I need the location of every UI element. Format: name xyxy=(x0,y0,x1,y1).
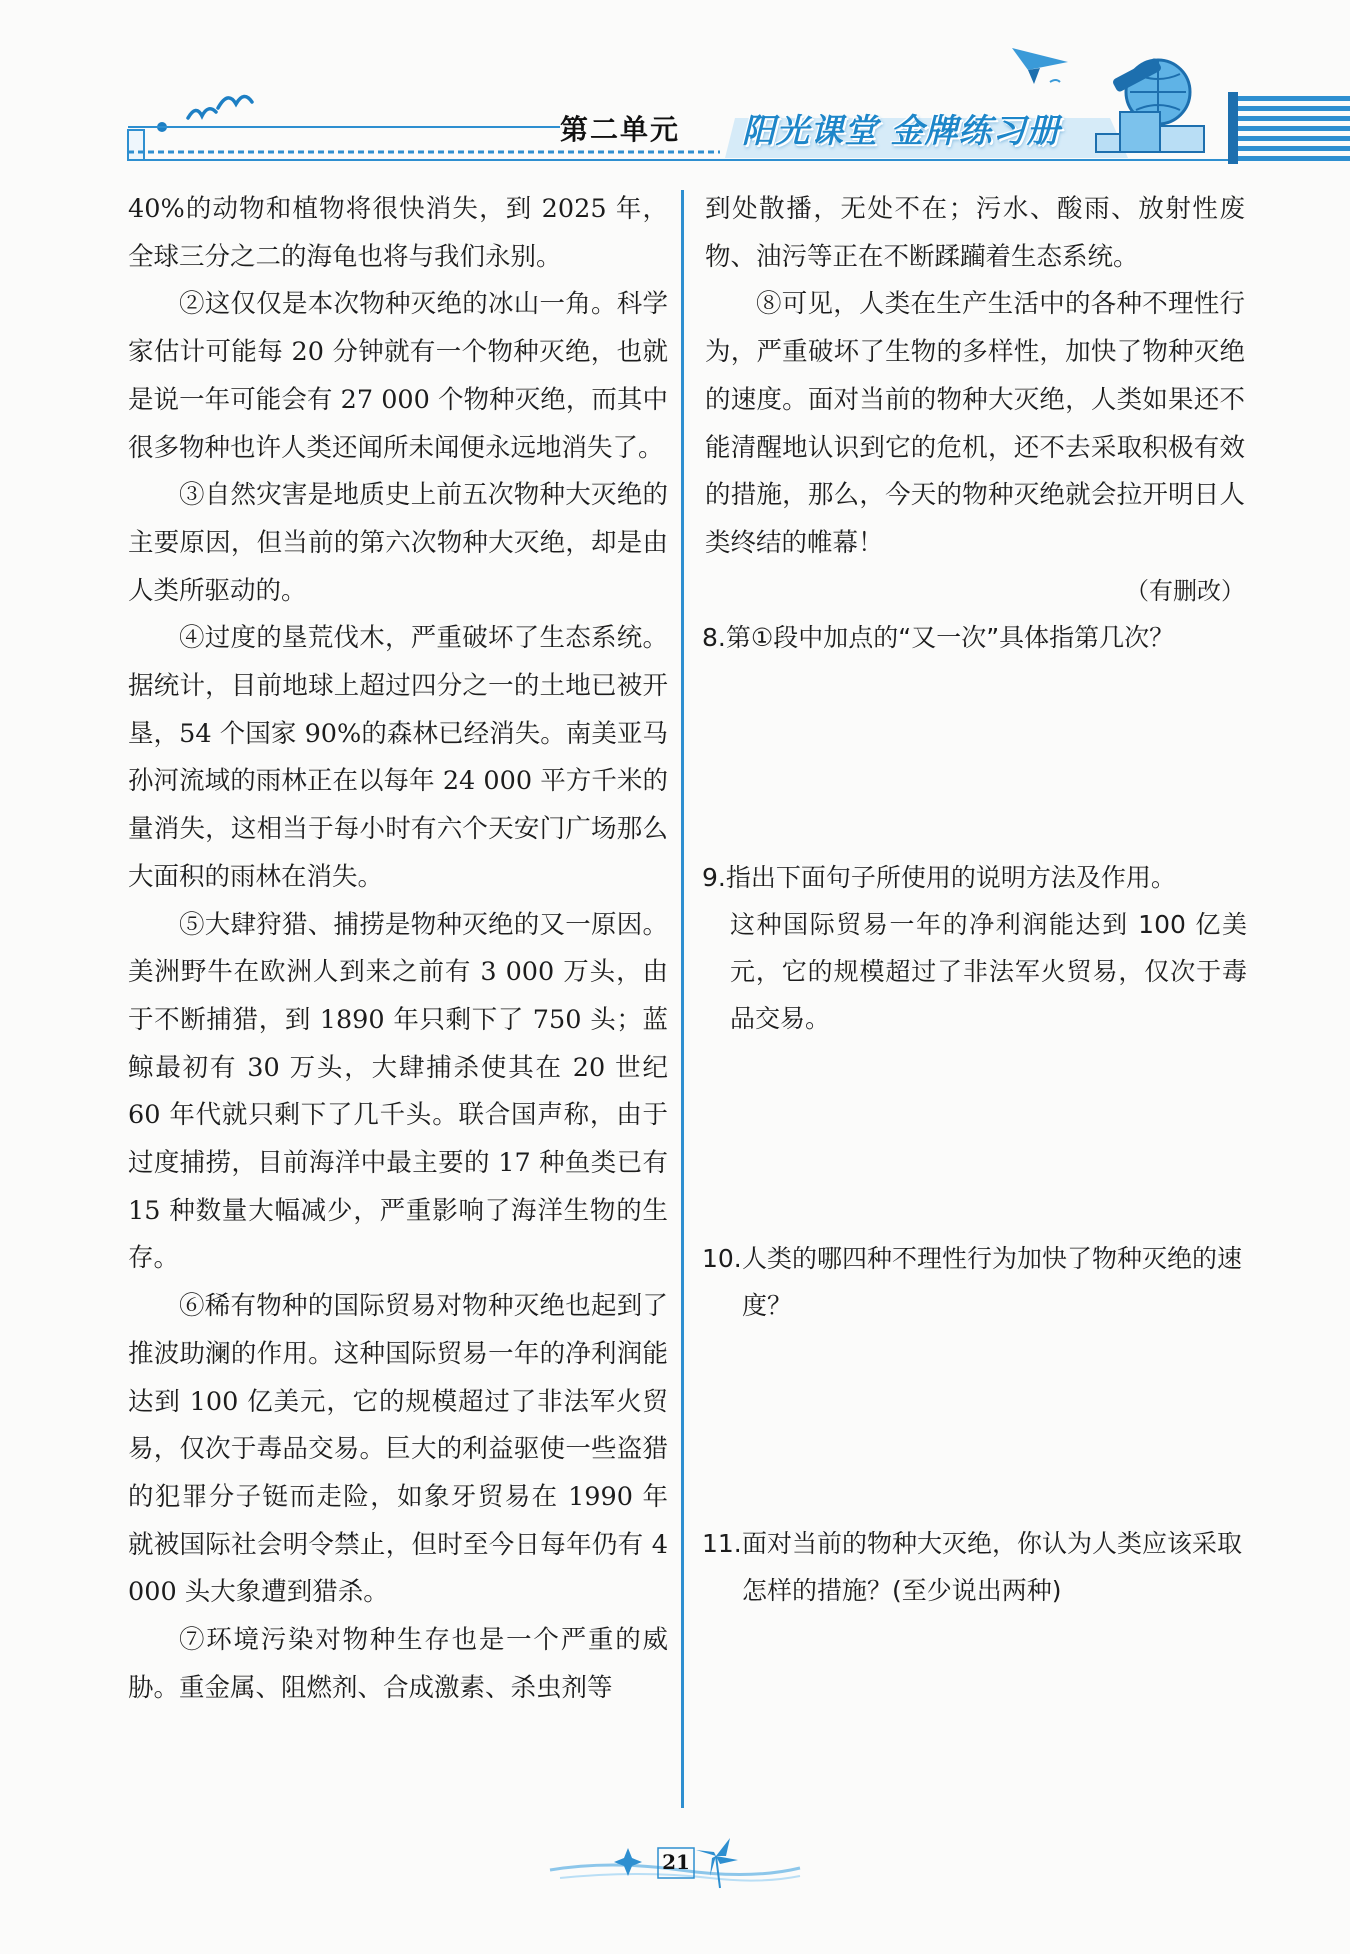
page-header xyxy=(0,0,1350,175)
paragraph-4: ④过度的垦荒伐木，严重破坏了生态系统。据统计，目前地球上超过四分之一的土地已被开垦，54 个国家 90%的森林已经消失。南美亚马孙河流域的雨林正在以每年 24 000 平方千米的量消失，这相当于每小时有六个天安门广场那么大面积的雨林在消失。 xyxy=(128,623,668,892)
paper-plane-icon xyxy=(1012,48,1068,84)
question-9 xyxy=(702,854,1247,1042)
question-text: 面对当前的物种大灭绝，你认为人类应该采取怎样的措施？(至少说出两种) xyxy=(742,1529,1243,1605)
sparkle-icon xyxy=(614,1848,642,1876)
source-note: （有删改） xyxy=(1125,576,1245,605)
paragraph-7-end: 到处散播，无处不在；污水、酸雨、放射性废物、油污等正在不断蹂躏着生态系统。 xyxy=(705,194,1245,272)
seagull-icon xyxy=(188,96,252,118)
left-column xyxy=(128,186,668,1713)
question-number: 9. xyxy=(702,863,726,892)
header-decoration xyxy=(0,0,1350,175)
brand-title: 阳光课堂 金牌练习册 xyxy=(742,111,1061,150)
question-text: 人类的哪四种不理性行为加快了物种灭绝的速度？ xyxy=(742,1244,1243,1320)
question-text: 指出下面句子所使用的说明方法及作用。 xyxy=(725,863,1176,892)
column-divider xyxy=(681,190,684,1808)
paragraph-8: ⑧可见，人类在生产生活中的各种不理性行为，严重破坏了生物的多样性，加快了物种灭绝的速度。面对当前的物种大灭绝，人类如果还不能清醒地认识到它的危机，还不去采取积极有效的措施，那么，今天的物种灭绝就会拉开明日人类终结的帷幕！ xyxy=(705,289,1245,558)
paragraph-3: ③自然灾害是地质史上前五次物种大灭绝的主要原因，但当前的第六次物种大灭绝，却是由人类所驱动的。 xyxy=(128,480,668,606)
page-number: 21 xyxy=(662,1850,690,1874)
right-column xyxy=(705,186,1245,615)
paragraph-2: ②这仅仅是本次物种灭绝的冰山一角。科学家估计可能每 20 分钟就有一个物种灭绝，也就是说一年可能会有 27 000 个物种灭绝，而其中很多物种也许人类还闻所未闻便永远地消失了。 xyxy=(128,289,668,463)
paragraph-1-end: 40%的动物和植物将很快消失，到 2025 年，全球三分之二的海龟也将与我们永别。 xyxy=(128,194,668,272)
question-11 xyxy=(702,1520,1247,1614)
question-text: 第①段中加点的“又一次”具体指第几次？ xyxy=(725,623,1175,652)
paragraph-7-start: ⑦环境污染对物种生存也是一个严重的威胁。重金属、阻燃剂、合成激素、杀虫剂等 xyxy=(128,1625,668,1703)
question-number: 11. xyxy=(702,1529,742,1558)
page-footer xyxy=(540,1826,810,1896)
quoted-sentence: 这种国际贸易一年的净利润能达到 100 亿美元，它的规模超过了非法军火贸易，仅次于毒品交易。 xyxy=(730,910,1247,1033)
paragraph-5: ⑤大肆狩猎、捕捞是物种灭绝的又一原因。美洲野牛在欧洲人到来之前有 3 000 万头，由于不断捕猎，到 1890 年只剩下了 750 头；蓝鲸最初有 30 万头，大肆捕杀使其在 20 世纪 60 年代就只剩下了几千头。联合国声称，由于过度捕捞，目前海洋中最主要的 17 种鱼类已有 15 种数量大幅减少，严重影响了海洋生物的生存。 xyxy=(128,909,668,1274)
question-number: 8. xyxy=(702,623,726,652)
question-10 xyxy=(702,1235,1247,1329)
question-8 xyxy=(702,614,1247,661)
globe-telescope-icon xyxy=(1096,57,1204,152)
header-stripes xyxy=(1228,92,1350,164)
paragraph-6: ⑥稀有物种的国际贸易对物种灭绝也起到了推波助澜的作用。这种国际贸易一年的净利润能达到 100 亿美元，它的规模超过了非法军火贸易，仅次于毒品交易。巨大的利益驱使一些盗猎的犯罪分子铤而走险，如象牙贸易在 1990 年就被国际社会明令禁止，但时至今日每年仍有 4 000 头大象遭到猎杀。 xyxy=(128,1291,668,1608)
unit-title: 第二单元 xyxy=(560,113,681,146)
question-number: 10. xyxy=(702,1244,742,1273)
